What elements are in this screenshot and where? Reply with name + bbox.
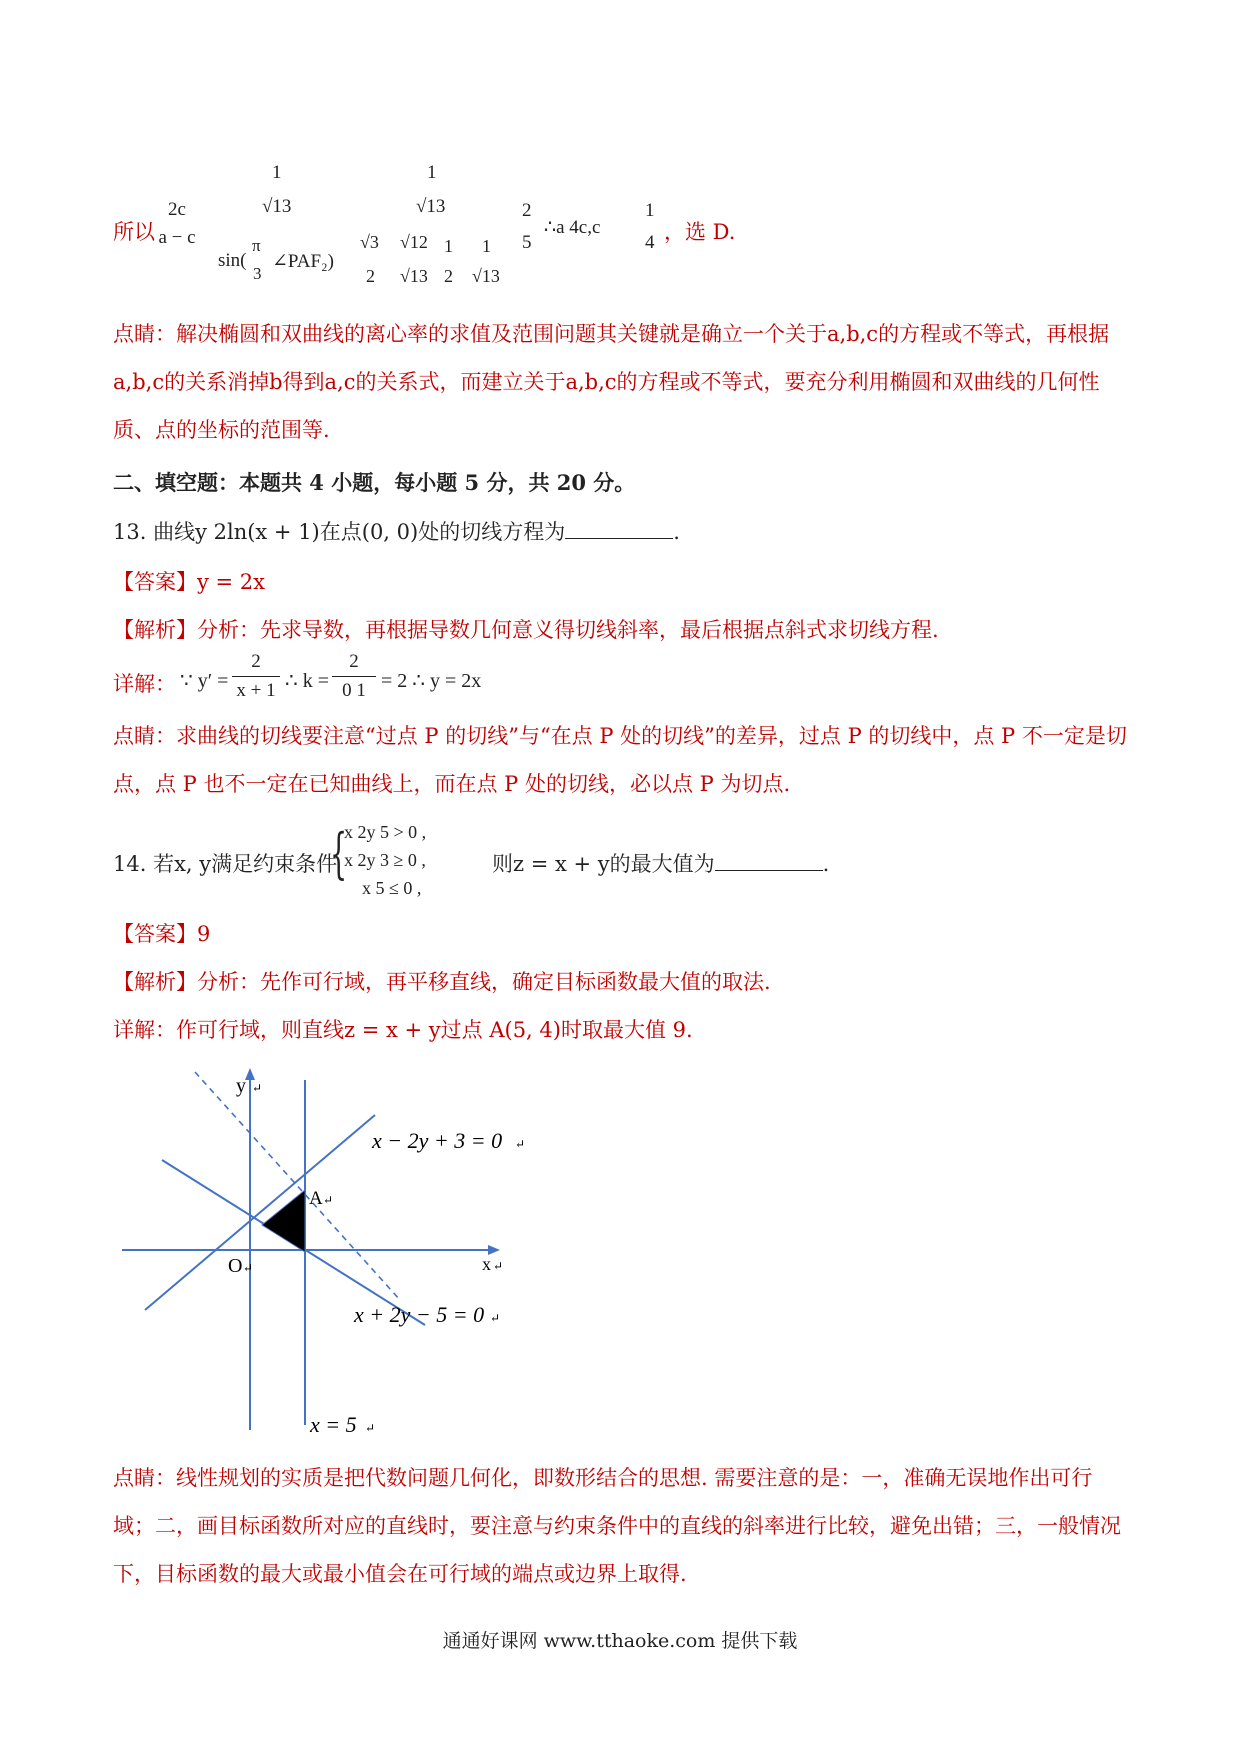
q13-stem: 13. 曲线y 2ln(x + 1)在点(0, 0)处的切线方程为 . <box>113 520 680 544</box>
frac3-sqrt12: √12 <box>400 232 428 252</box>
point-a-return-mark: ↵ <box>323 1193 334 1207</box>
q14-constraint-2: x 2y 3 ≥ 0 , <box>344 850 426 870</box>
solution-tail: ，选 D. <box>664 220 736 244</box>
q14-stem: 14. 若x, y满足约束条件 <box>113 852 338 876</box>
frac2-angle: ∠PAF₂) <box>272 251 334 272</box>
frac3-two: 2 <box>366 266 375 286</box>
point-a-label: A <box>309 1188 323 1209</box>
feasible-region <box>262 1190 305 1252</box>
line3-label: x = 5 <box>310 1412 357 1437</box>
section-heading: 二、填空题：本题共 4 小题，每小题 5 分，共 20 分。 <box>113 470 636 495</box>
q14-note: 点睛：线性规划的实质是把代数问题几何化，即数形结合的思想. 需要注意的是：一，准确无误地作出可行域；二，画目标函数所对应的直线时，要注意与约束条件中的直线的斜率进行比较，避免出错；三，一般情况下，目标函数的最大或最小值会在可行域的端点或边界上取得. <box>113 1466 1121 1586</box>
frac5-num: 1 <box>645 200 655 221</box>
q14-answer: 【答案】9 <box>113 922 211 946</box>
y-axis-arrow <box>245 1068 255 1080</box>
frac3-two-c: 2 <box>444 266 453 286</box>
frac4-den: 5 <box>522 232 532 253</box>
line3-return-mark: ↵ <box>365 1421 376 1435</box>
y-axis-label: y <box>236 1075 246 1097</box>
q14-brace: { <box>330 822 348 885</box>
frac2-sqrt13: √13 <box>262 196 292 217</box>
frac3-one-c: 1 <box>444 236 453 256</box>
x-return-mark: ↵ <box>493 1259 504 1273</box>
fraction-2c-over-a-minus-c: 2c a − c <box>158 199 196 248</box>
solution-lead: 所以 <box>113 220 155 244</box>
frac3-numerator: 1 <box>427 162 437 183</box>
figure-lines <box>122 1068 503 1430</box>
note-1: 点睛：解决椭圆和双曲线的离心率的求值及范围问题其关键就是确立一个关于a,b,c的方程或不等式，再根据a,b,c的关系消掉b得到a,c的关系式，而建立关于a,b,c的方程或不等式，要充分利用椭圆和双曲线的几何性质、点的坐标的范围等. <box>113 322 1110 442</box>
q13-detail-frac1: $\frac{2}{x + 1}$ <box>232 648 280 705</box>
page-footer: 通通好课网 www.tthaoke.com 提供下载 <box>442 1630 798 1652</box>
q14-blank <box>715 852 823 871</box>
q13-blank <box>565 520 673 539</box>
q14-detail: 详解：作可行域，则直线z = x + y过点 A(5, 4)时取最大值 9. <box>113 1018 693 1042</box>
q14-analysis: 【解析】分析：先作可行域，再平移直线，确定目标函数最大值的取法. <box>113 970 771 994</box>
q14-constraint-3: x 5 ≤ 0 , <box>362 878 422 898</box>
line2-return-mark: ↵ <box>490 1311 501 1325</box>
frac4-num: 2 <box>522 200 532 221</box>
line1-return-mark: ↵ <box>515 1137 526 1151</box>
frac3-sqrt13-d: √13 <box>472 266 500 286</box>
frac5-den: 4 <box>645 232 655 253</box>
q13-detail-lead: 详解： <box>113 672 176 696</box>
origin-return-mark: ↵ <box>243 1261 254 1275</box>
origin-label: O <box>228 1255 243 1277</box>
q13-answer: 【答案】y = 2x <box>113 570 266 594</box>
x-axis-label: x <box>482 1254 491 1274</box>
y-return-mark: ↵ <box>252 1081 263 1095</box>
frac3-one-d: 1 <box>482 236 491 256</box>
line1-label: x − 2y + 3 = 0 <box>372 1128 503 1153</box>
q14-tail: 则z = x + y的最大值为 . <box>492 852 830 876</box>
objective-line-dashed <box>195 1072 400 1300</box>
frac2-pi: π <box>252 236 261 255</box>
frac3-sqrt13: √13 <box>416 196 446 217</box>
feasible-region-figure <box>110 1060 540 1440</box>
frac3-sqrt3: √3 <box>360 232 379 252</box>
q13-note: 点睛：求曲线的切线要注意“过点 P 的切线”与“在点 P 处的切线”的差异，过点 P 的切线中，点 P 不一定是切点，点 P 也不一定在已知曲线上，而在点 P 处的切线，必以点 P 为切点. <box>113 724 1127 796</box>
q13-analysis: 【解析】分析：先求导数，再根据导数几何意义得切线斜率，最后根据点斜式求切线方程. <box>113 618 939 642</box>
line-x-minus-2y-plus-3 <box>145 1115 375 1310</box>
q13-detail-a: ∵ y′ = <box>180 670 229 692</box>
q13-detail-frac2: $\frac{2}{0 1}$ <box>332 648 376 705</box>
frac2-sin: sin( <box>218 250 247 271</box>
frac2-numerator: 1 <box>272 162 282 183</box>
q14-constraint-1: x 2y 5 > 0 , <box>344 822 427 842</box>
frac3-sqrt13-b: √13 <box>400 266 428 286</box>
frac2-three: 3 <box>253 264 262 283</box>
line2-label: x + 2y − 5 = 0 <box>354 1302 485 1327</box>
solution-mid: ∴a 4c,c <box>544 217 601 238</box>
q13-detail-b: ∴ k = <box>285 670 330 692</box>
q13-detail-c: = 2 ∴ y = 2x <box>381 670 482 692</box>
